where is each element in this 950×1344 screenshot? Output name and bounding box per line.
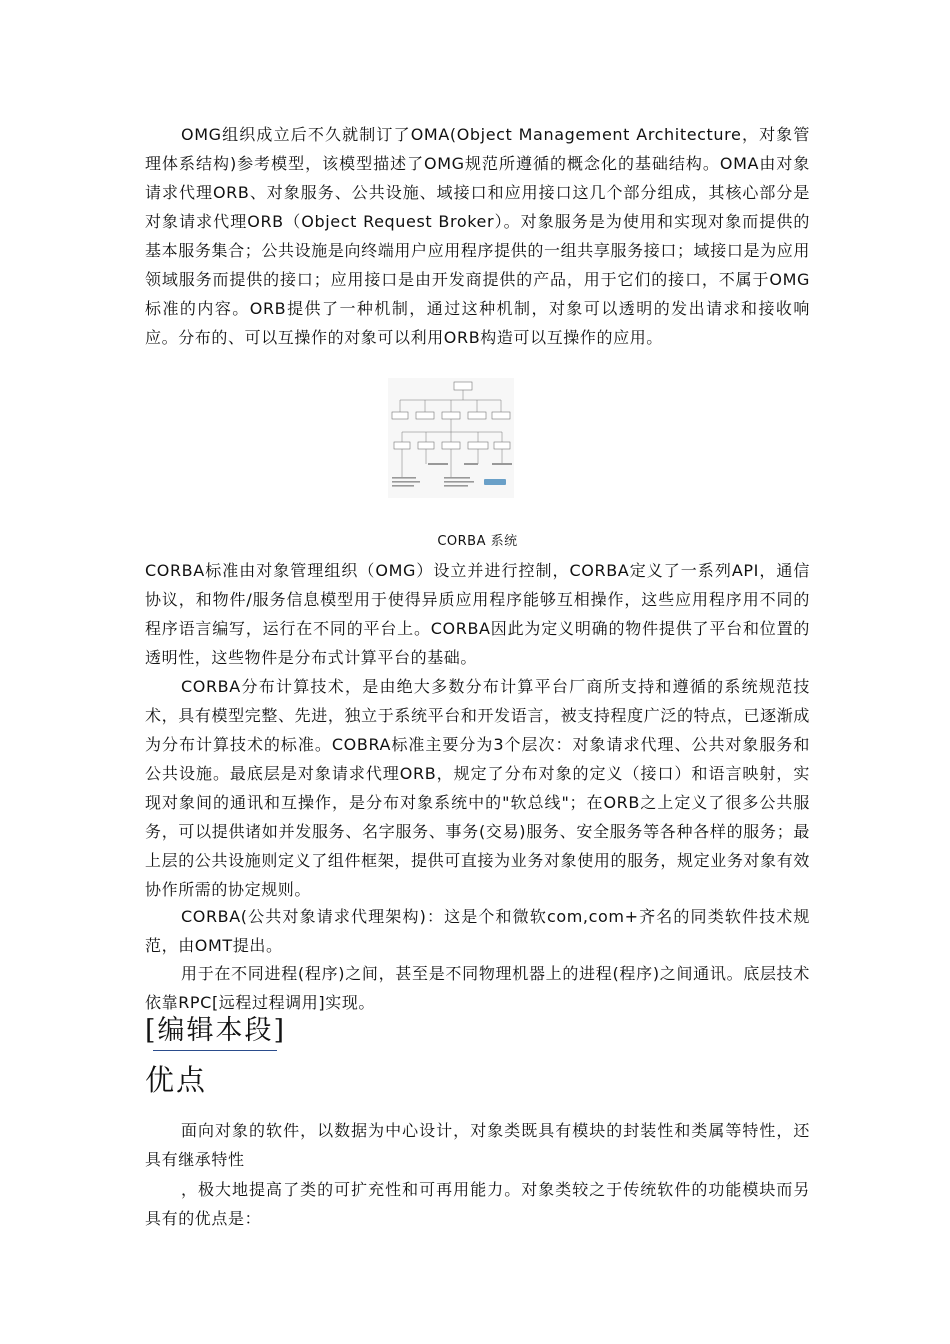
- paragraph-oma: OMG组织成立后不久就制订了OMA(Object Management Architecture，对象管理体系结构)参考模型，该模型描述了OMG规范所遵循的概念化的基础结构。OMA由对象请求代理ORB、对象服务、公共设施、域接口和应用接口这几个部分组成，其核心部分是对象请求代理ORB（Object Request Broker）。对象服务是为使用和实现对象而提供的基本服务集合；公共设施是向终端用户应用程序提供的一组共享服务接口；域接口是为应用领域服务而提供的接口；应用接口是由开发商提供的产品，用于它们的接口，不属于OMG标准的内容。ORB提供了一种机制，通过这种机制，对象可以透明的发出请求和接收响应。分布的、可以互操作的对象可以利用ORB构造可以互操作的应用。: [145, 125, 810, 347]
- section-divider: [153, 1050, 277, 1051]
- paragraph-corba-standard: CORBA标准由对象管理组织（OMG）设立并进行控制，CORBA定义了一系列API，通信协议，和物件/服务信息模型用于使得异质应用程序能够互相操作，这些应用程序用不同的程序语言编写，运行在不同的平台上。CORBA因此为定义明确的物件提供了平台和位置的透明性，这些物件是分布式计算平台的基础。: [145, 561, 810, 667]
- section-title-advantages: 优点: [145, 1063, 208, 1097]
- paragraph-oo-software: 面向对象的软件，以数据为中心设计，对象类既具有模块的封装性和类属等特性，还具有继承特性: [145, 1121, 810, 1169]
- paragraph-corba-usage: 用于在不同进程(程序)之间，甚至是不同物理机器上的进程(程序)之间通讯。底层技术依靠RPC[远程过程调用]实现。: [145, 964, 810, 1012]
- diagram-image-icon: [388, 378, 514, 498]
- paragraph-corba-distributed: CORBA分布计算技术，是由绝大多数分布计算平台厂商所支持和遵循的系统规范技术，具有模型完整、先进，独立于系统平台和开发语言，被支持程度广泛的特点，已逐渐成为分布计算技术的标准。COBRA标准主要分为3个层次：对象请求代理、公共对象服务和公共设施。最底层是对象请求代理ORB，规定了分布对象的定义（接口）和语言映射，实现对象间的通讯和互操作，是分布对象系统中的"软总线"；在ORB之上定义了很多公共服务，可以提供诸如并发服务、名字服务、事务(交易)服务、安全服务等各种各样的服务；最上层的公共设施则定义了组件框架，提供可直接为业务对象使用的服务，规定业务对象有效协作所需的协定规则。: [145, 677, 810, 899]
- corba-diagram-image: [388, 378, 514, 498]
- paragraph-oo-advantages: ，极大地提高了类的可扩充性和可再用能力。对象类较之于传统软件的功能模块而另具有的优点是：: [145, 1180, 810, 1228]
- paragraph-corba-definition: CORBA(公共对象请求代理架构)：这是个和微软com,com+齐名的同类软件技术规范，由OMT提出。: [145, 907, 810, 955]
- figure-caption: CORBA 系统: [437, 534, 518, 549]
- edit-section-link[interactable]: [编辑本段]: [145, 1015, 287, 1046]
